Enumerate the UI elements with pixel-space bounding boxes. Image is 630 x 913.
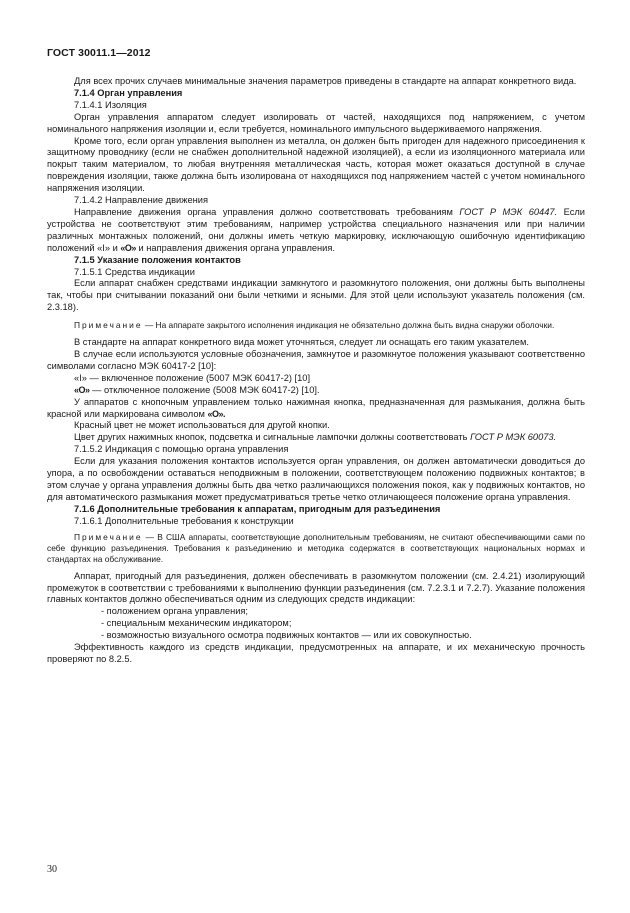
note [47, 532, 585, 565]
document-body [47, 76, 585, 666]
indication-list [47, 606, 585, 642]
note-text: — На аппарате закрытого исполнения индикация не обязательно должна быть видна снаружи оболочки. [144, 320, 555, 331]
paragraph [47, 432, 585, 444]
paragraph [47, 397, 585, 421]
paragraph-text: Если устройства не соответствуют этим требованиям, например устройства специального назначения или при наличии различных монтажных положений, они должны иметь четкую маркировку, исключающую ошибочную идентификацию положений «I» и [47, 206, 586, 253]
standard-reference: ГОСТ Р МЭК 60447. [459, 206, 558, 217]
paragraph: Орган управления аппаратом следует изолировать от частей, находящихся под напряжением, с учетом номинального напряжения изоляции и, если требуется, номинального импульсного выдерживаемого напряжения. [47, 111, 585, 134]
paragraph: Красный цвет не может использоваться для другой кнопки. [74, 420, 330, 431]
subsection-heading-7-1-5-1: 7.1.5.1 Средства индикации [74, 266, 195, 277]
paragraph: Аппарат, пригодный для разъединения, должен обеспечивать в разомкнутом положении (см. 2.4.21) изолирующий промежуток в соответствии с требованиями к выполнению функции разъединения (см. 7.2.3.1 и 7.2.7). Указание положения главных контактов должно обеспечиваться одним из следующих средств индикации: [47, 570, 585, 605]
list-item: - возможностью визуального осмотра подвижных контактов — или их совокупностью. [101, 630, 472, 641]
section-heading-7-1-4: 7.1.4 Орган управления [74, 87, 183, 98]
paragraph-text: и направления движения органа управления. [138, 242, 335, 253]
list-item: - положением органа управления; [101, 606, 249, 617]
paragraph: Если аппарат снабжен средствами индикации замкнутого и разомкнутого положения, они должны быть выполнены так, чтобы при считывании показаний они были четкими и ясными. Для этой цели используют указатель положения (см. 2.3.18). [47, 278, 585, 313]
paragraph: В случае если используются условные обозначения, замкнутое и разомкнутое положения указывают соответственно символами согласно МЭК 60417-2 [10]: [47, 349, 585, 371]
paragraph-text: Направление движения органа управления должно соответствовать требованиям [74, 206, 453, 217]
standard-reference: ГОСТ Р МЭК 60073. [470, 432, 557, 443]
paragraph: Если для указания положения контактов используется орган управления, он должен автоматически доводиться до упора, а по освобождении оставаться неподвижным в положении, соответствующем положению подвижных контактов; в этом случае у органа управления должны быть два четко различающихся положения покоя, как у подвижных контактов, но для автоматического размыкания может предусматриваться третье четко отличающееся положение органа управления. [47, 456, 585, 502]
note [47, 320, 585, 331]
off-symbol: «O» [120, 242, 136, 253]
list-item: - специальным механическим индикатором; [101, 618, 292, 629]
note-label: Примечание [74, 531, 143, 542]
page-number: 30 [47, 864, 57, 875]
section-heading-7-1-5: 7.1.5 Указание положения контактов [74, 254, 241, 265]
paragraph: В стандарте на аппарат конкретного вида может уточняться, следует ли оснащать его таким указателем. [74, 337, 529, 348]
list-item: «I» — включенное положение (5007 МЭК 60417-2) [10] [74, 372, 311, 383]
note-text: — В США аппараты, соответствующие дополнительным требованиям, не считают обеспечивающими сами по себе функцию разъединения. Требования к разъединению и методика содержатся в соответствующих национальных нормах и стандартах на обслуживание. [47, 531, 586, 564]
list-item-text: — отключенное положение (5008 МЭК 60417-2) [10]. [92, 384, 320, 395]
document-header: ГОСТ 30011.1—2012 [47, 47, 151, 59]
subsection-heading-7-1-5-2: 7.1.5.2 Индикация с помощью органа управления [74, 444, 289, 455]
subsection-heading-7-1-4-2: 7.1.4.2 Направление движения [74, 195, 208, 206]
paragraph: Для всех прочих случаев минимальные значения параметров приведены в стандарте на аппарат конкретного вида. [74, 76, 577, 86]
paragraph-text: Цвет других нажимных кнопок, подсветка и сигнальные лампочки должны соответствовать [74, 432, 468, 443]
paragraph-text: У аппаратов с кнопочным управлением только нажимная кнопка, предназначенная для размыкания, должна быть красной или маркирована символом [47, 396, 585, 419]
paragraph: Кроме того, если орган управления выполнен из металла, он должен быть пригоден для надежного присоединения к защитному проводнику (если не снабжен дополнительной надежной изоляцией), а если из изоляционного материала или покрыт таким материалом, то любая внутренняя металлическая часть, которая может оказаться доступной в случае повреждения изоляции, также должна быть изолирована от находящихся под напряжением частей с учетом номинального напряжения изоляции. [47, 135, 585, 194]
paragraph [47, 207, 585, 255]
paragraph: Эффективность каждого из средств индикации, предусмотренных на аппарате, и их механическую прочность проверяют по 8.2.5. [47, 642, 585, 664]
off-symbol: «O» [74, 384, 90, 395]
note-label: Примечание [74, 320, 143, 331]
subsection-heading-7-1-4-1: 7.1.4.1 Изоляция [74, 99, 147, 110]
subsection-heading-7-1-6-1: 7.1.6.1 Дополнительные требования к конструкции [74, 515, 294, 526]
section-heading-7-1-6: 7.1.6 Дополнительные требования к аппаратам, пригодным для разъединения [74, 503, 441, 514]
list-item [47, 385, 585, 397]
off-symbol: «O». [207, 408, 225, 419]
